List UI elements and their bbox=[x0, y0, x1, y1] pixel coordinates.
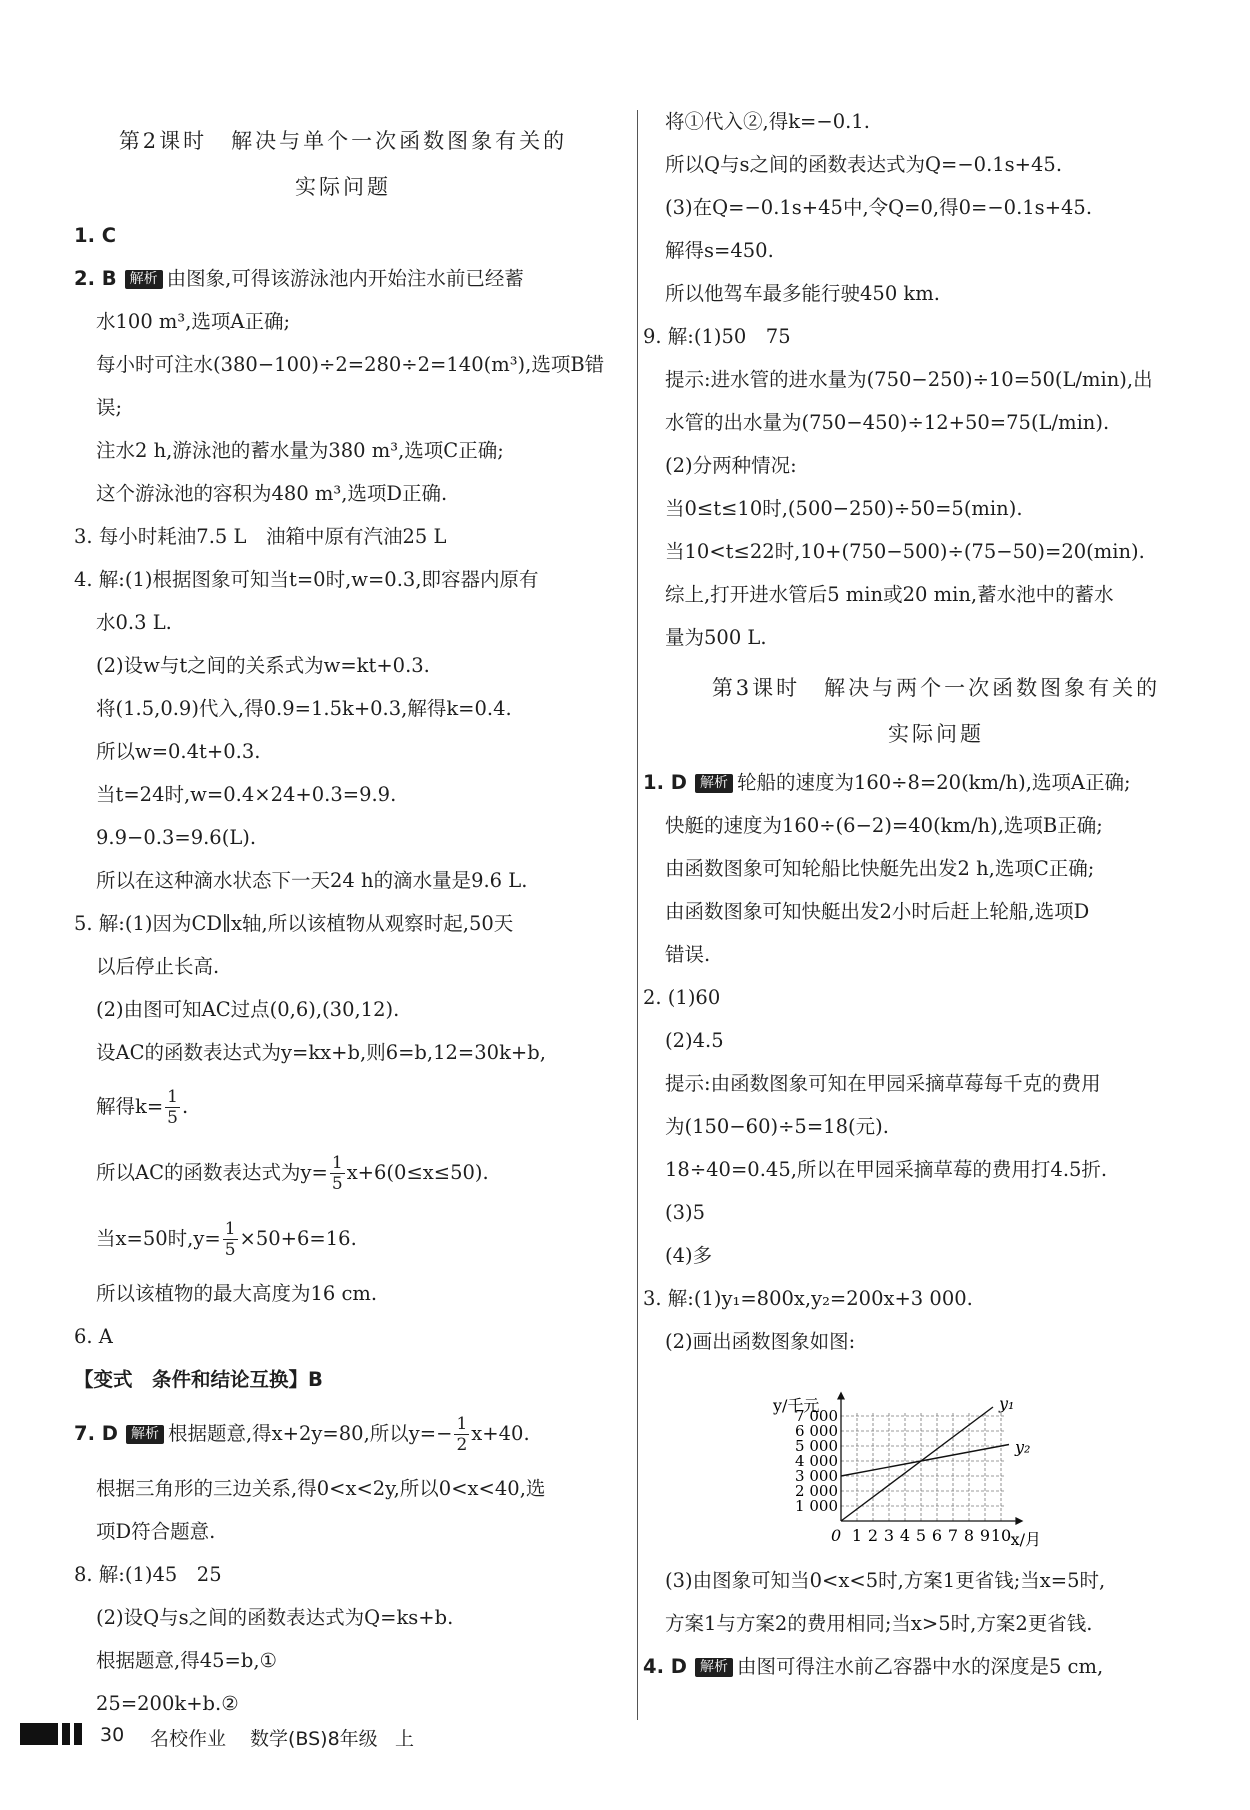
answer-line: 所以他驾车最多能行驶450 km. bbox=[665, 282, 940, 305]
answer-line: 由函数图象可知快艇出发2小时后赶上轮船,选项D bbox=[665, 900, 1090, 923]
answer-line: 量为500 L. bbox=[665, 626, 767, 649]
book-name: 名校作业 bbox=[150, 1728, 227, 1750]
answer-line: (3)由图象可知当0<x<5时,方案1更省钱;当x=5时, bbox=[665, 1569, 1106, 1592]
left-column bbox=[74, 118, 612, 1725]
answer-line: 每小时可注水(380−100)÷2=280÷2=140(m³),选项B错 bbox=[96, 353, 605, 376]
answer-line: 所以该植物的最大高度为16 cm. bbox=[96, 1282, 378, 1305]
origin-label: 0 bbox=[831, 1526, 842, 1545]
series-line-1 bbox=[841, 1407, 993, 1521]
answer-line: (2)设Q与s之间的函数表达式为Q=ks+b. bbox=[96, 1606, 454, 1629]
fraction: $\frac{1}{5}$ bbox=[224, 1219, 236, 1260]
answer-line: 所以Q与s之间的函数表达式为Q=−0.1s+45. bbox=[665, 153, 1063, 176]
section-subtitle-lesson3: 实际问题 bbox=[888, 722, 984, 746]
fraction: $\frac{1}{2}$ bbox=[456, 1414, 468, 1455]
answer-line: 当x=50时,y= $\frac{1}{5}$ ×50+6=16. bbox=[96, 1219, 357, 1260]
answer-line: 当t=24时,w=0.4×24+0.3=9.9. bbox=[96, 783, 397, 806]
answer-line: 提示:进水管的进水量为(750−250)÷10=50(L/min),出 bbox=[665, 368, 1153, 391]
answer-line: 2. (1)60 bbox=[643, 986, 721, 1009]
answer-line: 4. D 解析 由图可得注水前乙容器中水的深度是5 cm, bbox=[643, 1655, 1104, 1678]
answer-line: 5. 解:(1)因为CD∥x轴,所以该植物从观察时起,50天 bbox=[74, 912, 514, 935]
column-divider bbox=[637, 110, 638, 1720]
series-label-2: y₂ bbox=[1015, 1437, 1031, 1457]
section-title-lesson2: 第2课时 解决与单个一次函数图象有关的 bbox=[118, 129, 568, 153]
answer-line: 解得s=450. bbox=[665, 239, 774, 262]
subject-name: 数学(BS)8年级 bbox=[250, 1728, 378, 1750]
answer-line: 18÷40=0.45,所以在甲园采摘草莓的费用打4.5折. bbox=[665, 1158, 1108, 1181]
answer-line: 设AC的函数表达式为y=kx+b,则6=b,12=30k+b, bbox=[96, 1041, 546, 1064]
answer-line: (2)4.5 bbox=[665, 1029, 724, 1052]
page-footer bbox=[0, 1716, 1250, 1756]
x-tick-label: 5 bbox=[915, 1526, 927, 1545]
volume-label: 上 bbox=[395, 1728, 415, 1750]
answer-line: 9.9−0.3=9.6(L). bbox=[96, 826, 257, 849]
answer-line: 注水2 h,游泳池的蓄水量为380 m³,选项C正确; bbox=[96, 439, 504, 462]
footer-bars-icon bbox=[20, 1723, 86, 1745]
answer-line: 6. A bbox=[74, 1325, 113, 1348]
answer-line: 误; bbox=[96, 396, 123, 419]
answer-line: 错误. bbox=[665, 943, 711, 966]
x-axis-arrow bbox=[1015, 1517, 1023, 1525]
x-tick-label: 9 bbox=[979, 1526, 991, 1545]
y-axis-arrow bbox=[837, 1392, 845, 1400]
answer-line: 当10<t≤22时,10+(750−500)÷(75−50)=20(min). bbox=[665, 540, 1145, 563]
answer-line: 将①代入②,得k=−0.1. bbox=[665, 110, 870, 133]
answer-line: 25=200k+b.② bbox=[96, 1692, 239, 1715]
analysis-tag: 解析 bbox=[125, 270, 163, 289]
answer-line: 所以AC的函数表达式为y= $\frac{1}{5}$ x+6(0≤x≤50). bbox=[96, 1153, 489, 1194]
answer-line: (3)5 bbox=[665, 1201, 706, 1224]
y-tick-label: 1 000 bbox=[795, 1497, 838, 1515]
answer-line: (3)在Q=−0.1s+45中,令Q=0,得0=−0.1s+45. bbox=[665, 196, 1093, 219]
answer-line: 7. D 解析 根据题意,得x+2y=80,所以y=− $\frac{1}{2}$ x+40. bbox=[74, 1414, 530, 1455]
answer-line: (2)分两种情况: bbox=[665, 454, 797, 477]
x-tick-label: 6 bbox=[931, 1526, 943, 1545]
answer-line: 9. 解:(1)50 75 bbox=[643, 325, 791, 348]
y-tick-label: 2 000 bbox=[795, 1482, 838, 1500]
x-tick-label: 1 bbox=[851, 1526, 863, 1545]
answer-line: 综上,打开进水管后5 min或20 min,蓄水池中的蓄水 bbox=[665, 583, 1114, 606]
fraction: $\frac{1}{5}$ bbox=[331, 1153, 343, 1194]
answer-line: 水0.3 L. bbox=[96, 611, 172, 634]
answer-line: 3. 解:(1)y₁=800x,y₂=200x+3 000. bbox=[643, 1287, 973, 1310]
answer-line: 方案1与方案2的费用相同;当x>5时,方案2更省钱. bbox=[665, 1612, 1093, 1635]
answer-line: 3. 每小时耗油7.5 L 油箱中原有汽油25 L bbox=[74, 525, 447, 548]
y-tick-label: 4 000 bbox=[795, 1452, 838, 1470]
answer-line: 水100 m³,选项A正确; bbox=[96, 310, 291, 333]
chart-svg bbox=[771, 1363, 1042, 1559]
analysis-tag: 解析 bbox=[695, 774, 733, 793]
answer-line: 由函数图象可知轮船比快艇先出发2 h,选项C正确; bbox=[665, 857, 1095, 880]
variant-line: 【变式 条件和结论互换】B bbox=[74, 1368, 323, 1391]
answer-line: 将(1.5,0.9)代入,得0.9=1.5k+0.3,解得k=0.4. bbox=[96, 697, 512, 720]
answer-line: 1. C bbox=[74, 224, 117, 247]
function-chart bbox=[665, 1363, 1207, 1559]
x-axis-label: x/月 bbox=[1010, 1530, 1042, 1549]
x-tick-label: 10 bbox=[990, 1526, 1012, 1545]
answer-line: 当0≤t≤10时,(500−250)÷50=5(min). bbox=[665, 497, 1023, 520]
answer-line: 根据题意,得45=b,① bbox=[96, 1649, 278, 1672]
x-tick-label: 7 bbox=[947, 1526, 959, 1545]
y-tick-label: 7 000 bbox=[795, 1407, 838, 1425]
answer-line: (2)画出函数图象如图: bbox=[665, 1330, 856, 1353]
answer-line: 提示:由函数图象可知在甲园采摘草莓每千克的费用 bbox=[665, 1072, 1101, 1095]
series-line-2 bbox=[841, 1445, 1009, 1477]
answer-line: (4)多 bbox=[665, 1244, 713, 1267]
section-subtitle-lesson2: 实际问题 bbox=[295, 175, 391, 199]
page-number: 30 bbox=[100, 1724, 125, 1746]
answer-line: 解得k= $\frac{1}{5}$ . bbox=[96, 1087, 189, 1128]
section-title-lesson3: 第3课时 解决与两个一次函数图象有关的 bbox=[711, 676, 1161, 700]
answer-line: 项D符合题意. bbox=[96, 1520, 216, 1543]
x-tick-label: 4 bbox=[899, 1526, 911, 1545]
y-tick-label: 6 000 bbox=[795, 1422, 838, 1440]
fraction: $\frac{1}{5}$ bbox=[167, 1087, 178, 1128]
analysis-tag: 解析 bbox=[126, 1425, 164, 1444]
answer-line: 根据三角形的三边关系,得0<x<2y,所以0<x<40,选 bbox=[96, 1477, 546, 1500]
answer-line: 所以在这种滴水状态下一天24 h的滴水量是9.6 L. bbox=[96, 869, 528, 892]
answer-line: 2. B 解析 由图象,可得该游泳池内开始注水前已经蓄 bbox=[74, 267, 524, 290]
y-tick-label: 5 000 bbox=[795, 1437, 838, 1455]
answer-line: 8. 解:(1)45 25 bbox=[74, 1563, 222, 1586]
answer-line: 以后停止长高. bbox=[96, 955, 220, 978]
y-axis-label: y/千元 bbox=[773, 1396, 820, 1415]
x-tick-label: 2 bbox=[867, 1526, 879, 1545]
answer-line: 所以w=0.4t+0.3. bbox=[96, 740, 261, 763]
answer-line: (2)设w与t之间的关系式为w=kt+0.3. bbox=[96, 654, 430, 677]
right-column bbox=[643, 100, 1207, 1688]
series-label-1: y₁ bbox=[999, 1394, 1015, 1413]
answer-line: (2)由图可知AC过点(0,6),(30,12). bbox=[96, 998, 400, 1021]
answer-line: 水管的出水量为(750−450)÷12+50=75(L/min). bbox=[665, 411, 1110, 434]
answer-line: 快艇的速度为160÷(6−2)=40(km/h),选项B正确; bbox=[665, 814, 1103, 837]
answer-line: 4. 解:(1)根据图象可知当t=0时,w=0.3,即容器内原有 bbox=[74, 568, 539, 591]
analysis-tag: 解析 bbox=[695, 1658, 733, 1677]
answer-line: 为(150−60)÷5=18(元). bbox=[665, 1115, 889, 1138]
x-tick-label: 8 bbox=[963, 1526, 975, 1545]
answer-line: 1. D 解析 轮船的速度为160÷8=20(km/h),选项A正确; bbox=[643, 771, 1131, 794]
x-tick-label: 3 bbox=[883, 1526, 895, 1545]
y-tick-label: 3 000 bbox=[795, 1467, 838, 1485]
answer-line: 这个游泳池的容积为480 m³,选项D正确. bbox=[96, 482, 448, 505]
